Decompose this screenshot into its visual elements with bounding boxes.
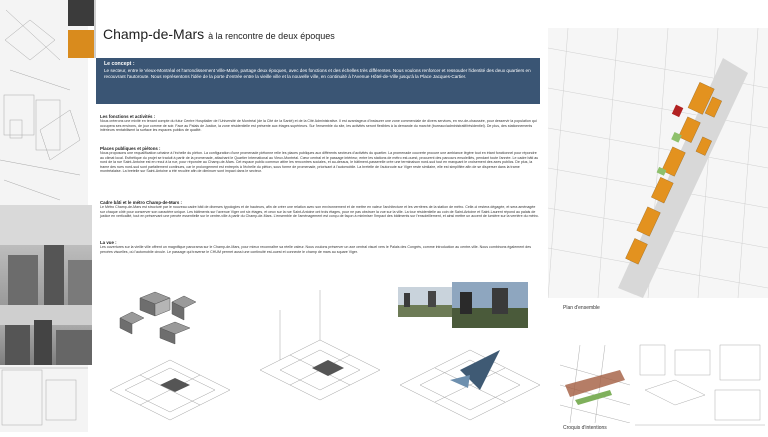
title-main: Champ-de-Mars: [103, 26, 205, 42]
intent-sketch-map: [560, 345, 630, 423]
isometric-grid-drawing: [390, 330, 550, 432]
title-subtitle: à la rencontre de deux époques: [208, 31, 335, 41]
render-photo: [452, 282, 528, 328]
section-places-publiques: [100, 146, 540, 174]
croquis-drawing: [560, 345, 630, 423]
axonometric-diagram: [100, 288, 220, 358]
isometric-grid-drawing: [100, 350, 240, 432]
section-text: Le Métro Champ-de-Mars est structuré par le nouveau cadre bâti de diverses typologies et de hauteurs, afin de créer une relation avec son environnement et de mettre en valeur l'architecture et les verrières de la station de métro. Celle-ci restera dégagée, et sera aménagée sur chaque côté pour conserver son caractère unique. Les bâtiments sur l'avenue Viger ont six étages, et ceux sur la rue Saint-Antoine ont trois étages, pour ne pas obstruer la vue sur la ville. La tour résidentielle au coin de Saint-Antoine et Saint-Laurent répond au palais de justice en verticalité, tout en préservant une percée essentielle sur le centre-ville à partir du Champ-de-Mars. L'ensemble de l'aménagement est conçu de façon à minimiser l'impact des bâtiments sur l'ensoleillement, et ainsi mettre un accent de lumière sur la verrière du métro.: [100, 205, 539, 219]
section-text: Nous créerons une mixité en tenant compte du futur Centre Hospitalier de l'Université de Montréal (de la Cité de la Santé) et de la Cité Administrative. Il est avantageux d'instaurer une zone commerciale de divers services, en rez-de-chaussée, pour desservir la population qui occupera ses environs, de jour comme de soir. Face au Palais de Justice, la zone résidentielle est présente aux étages supérieurs. Sur l'ensemble du site, les activités seront flexibles à la demande du marché (bureaux/administratif/résidentiel). De plus, des stationnements intérieurs rentabilisent la surface les espaces publics de qualité.: [100, 119, 537, 133]
title-divider: [94, 0, 96, 58]
site-photo-aerial: [0, 205, 92, 305]
page-title: [103, 26, 335, 42]
section-vue: [100, 240, 540, 254]
photo-illustration: [452, 282, 528, 328]
intent-sketches: [635, 340, 765, 428]
isometric-grid-drawing: [250, 290, 390, 432]
section-text: Nous proposons une requalification urbaine à l'échelle du piéton. La configuration d'une promenade piétonne relie les places publiques aux différents secteurs d'activités du quartier. La promenade couverte procure une ambiance légère tout en étant fonctionnel pour répondre au climat local. Esthétique du projet se traduit à partir de la promenade, attachant le Quartier International au Vieux-Montréal. Cœur central et le passage intérieur, entre les stations de métro est-ouest, procurent des parcours ensoleillés, pendant toute l'année. Le cadre bâti au nord de la rue Saint-Antoine est en recul à la rue, pour répondre au Champ-de-Mars. Cet espace public commun attire les rencontres sociales, et au-dessus, le bâtiment-passerelle crée une terminaison nord-sud tout en marquant le croisement des axes publics. De plus, la trame des rues nord-sud sont parfaitement continues, car le prolongement est entrepris à l'échelle du piéton, sous forme de promenade, priorisant à l'automobile. La bretelle de l'autoroute sur Viger reste similaire, elle est simplifiée afin de se disperser dans la trame montréalaise. La bretelle sur Saint-Antoine a été reculée afin de diminuer sont impact dans le secteur.: [100, 151, 539, 174]
site-plan: [548, 28, 768, 298]
section-fonctions: [100, 114, 540, 133]
croquis-drawing: [635, 340, 765, 428]
title-dark-block: [68, 0, 94, 26]
section-text: Les ouvertures sur la vieille ville offrent un magnifique panorama sur le Champ-de-Mars, pour mieux reconnaître sa réelle valeur. Nous voulons préserver un axe central visuel vers le Palais des Congrès, comme introduction au centre-ville. Nous combinons également des percées visuelles, où l'automobile circule. Le passage qui traverse le CHUM permet aussi une continuité est-ouest et connecte le champ de mars au square Viger.: [100, 245, 531, 254]
street-photo: [398, 287, 452, 317]
building-blocks-diagram: [100, 288, 220, 358]
axonometric-plan-3: [390, 330, 550, 432]
axonometric-plan-2: [250, 290, 390, 432]
croquis-label: Croquis d'intentions: [563, 425, 607, 431]
site-photo-street: [0, 305, 92, 365]
section-heading: Les fonctions et activités :: [100, 114, 156, 119]
plan-ensemble-label: Plan d'ensemble: [563, 305, 600, 311]
section-heading: La vue :: [100, 240, 117, 245]
urban-plan-drawing: [548, 28, 768, 298]
title-orange-block: [68, 30, 94, 58]
concept-heading: Le concept :: [104, 61, 135, 67]
section-heading: Cadre bâti et le métro Champ-de-Mars :: [100, 200, 182, 205]
axonometric-plan-1: [100, 350, 240, 432]
concept-text: Le secteur, entre le Vieux-Montréal et l'arrondissement Ville-Marie, partage deux époques, avec des fonctions et des échelles très différentes. Nous voulons renforcer et ressouder l'identité des deux quartiers en recouvrant l'autoroute. Nous représentons l'idée de la porte d'entrée entre la vieille ville et la nouvelle ville, en continuité à l'Avenue Hôtel-de-Ville jusqu'à la Place Jacques-Cartier.: [104, 68, 531, 79]
concept-box: [96, 58, 540, 104]
photo-illustration: [0, 305, 92, 365]
photo-illustration: [0, 205, 92, 305]
section-cadre-bati: [100, 200, 540, 219]
section-heading: Places publiques et piétons :: [100, 146, 161, 151]
photo-illustration: [398, 287, 452, 317]
